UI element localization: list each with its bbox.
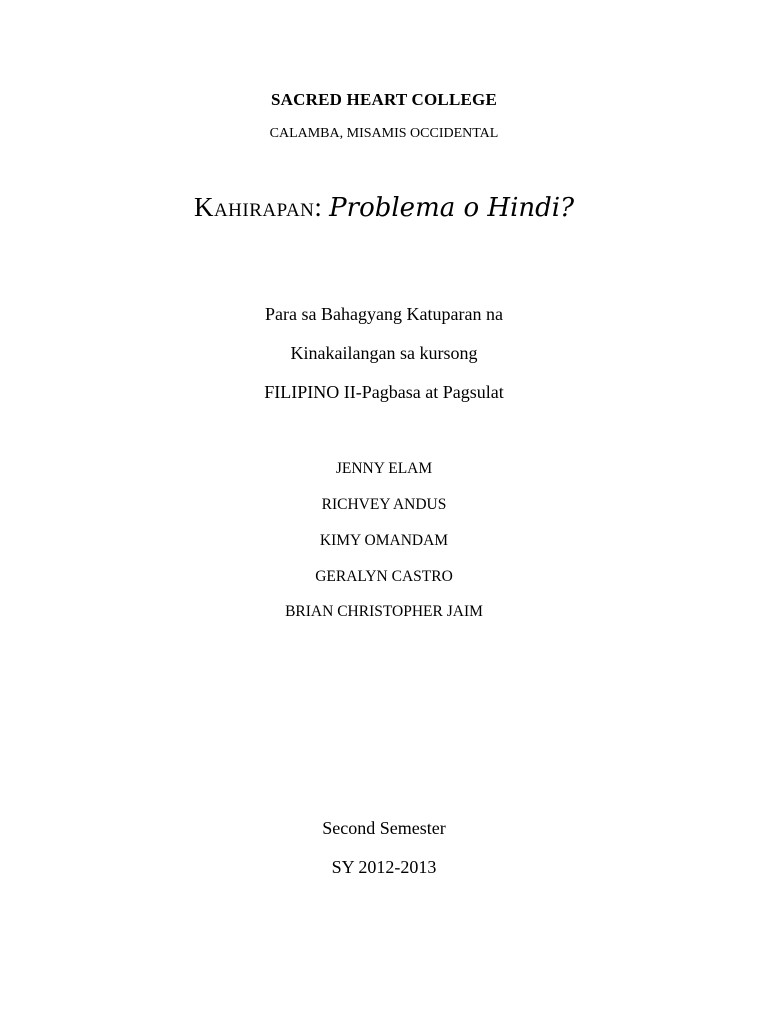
author-name: GERALYN CASTRO [315,568,453,585]
author-name: BRIAN CHRISTOPHER JAIM [285,603,483,620]
college-location: CALAMBA, MISAMIS OCCIDENTAL [269,126,499,141]
title-prefix: Kahirapan: [193,192,323,222]
purpose-line: Kinakailangan sa kursong [290,343,478,363]
author-name: KIMY OMANDAM [319,532,449,549]
course-name: FILIPINO II-Pagbasa at Pagsulat [264,382,504,402]
author-name: JENNY ELAM [335,460,433,477]
semester: Second Semester [322,818,446,838]
purpose-line: Para sa Bahagyang Katuparan na [265,304,503,324]
author-name: RICHVEY ANDUS [321,496,447,513]
document-title [0,192,768,223]
school-year: SY 2012-2013 [331,857,437,877]
title-subtitle: Problema o Hindi? [329,193,575,223]
college-name: SACRED HEART COLLEGE [270,90,498,109]
